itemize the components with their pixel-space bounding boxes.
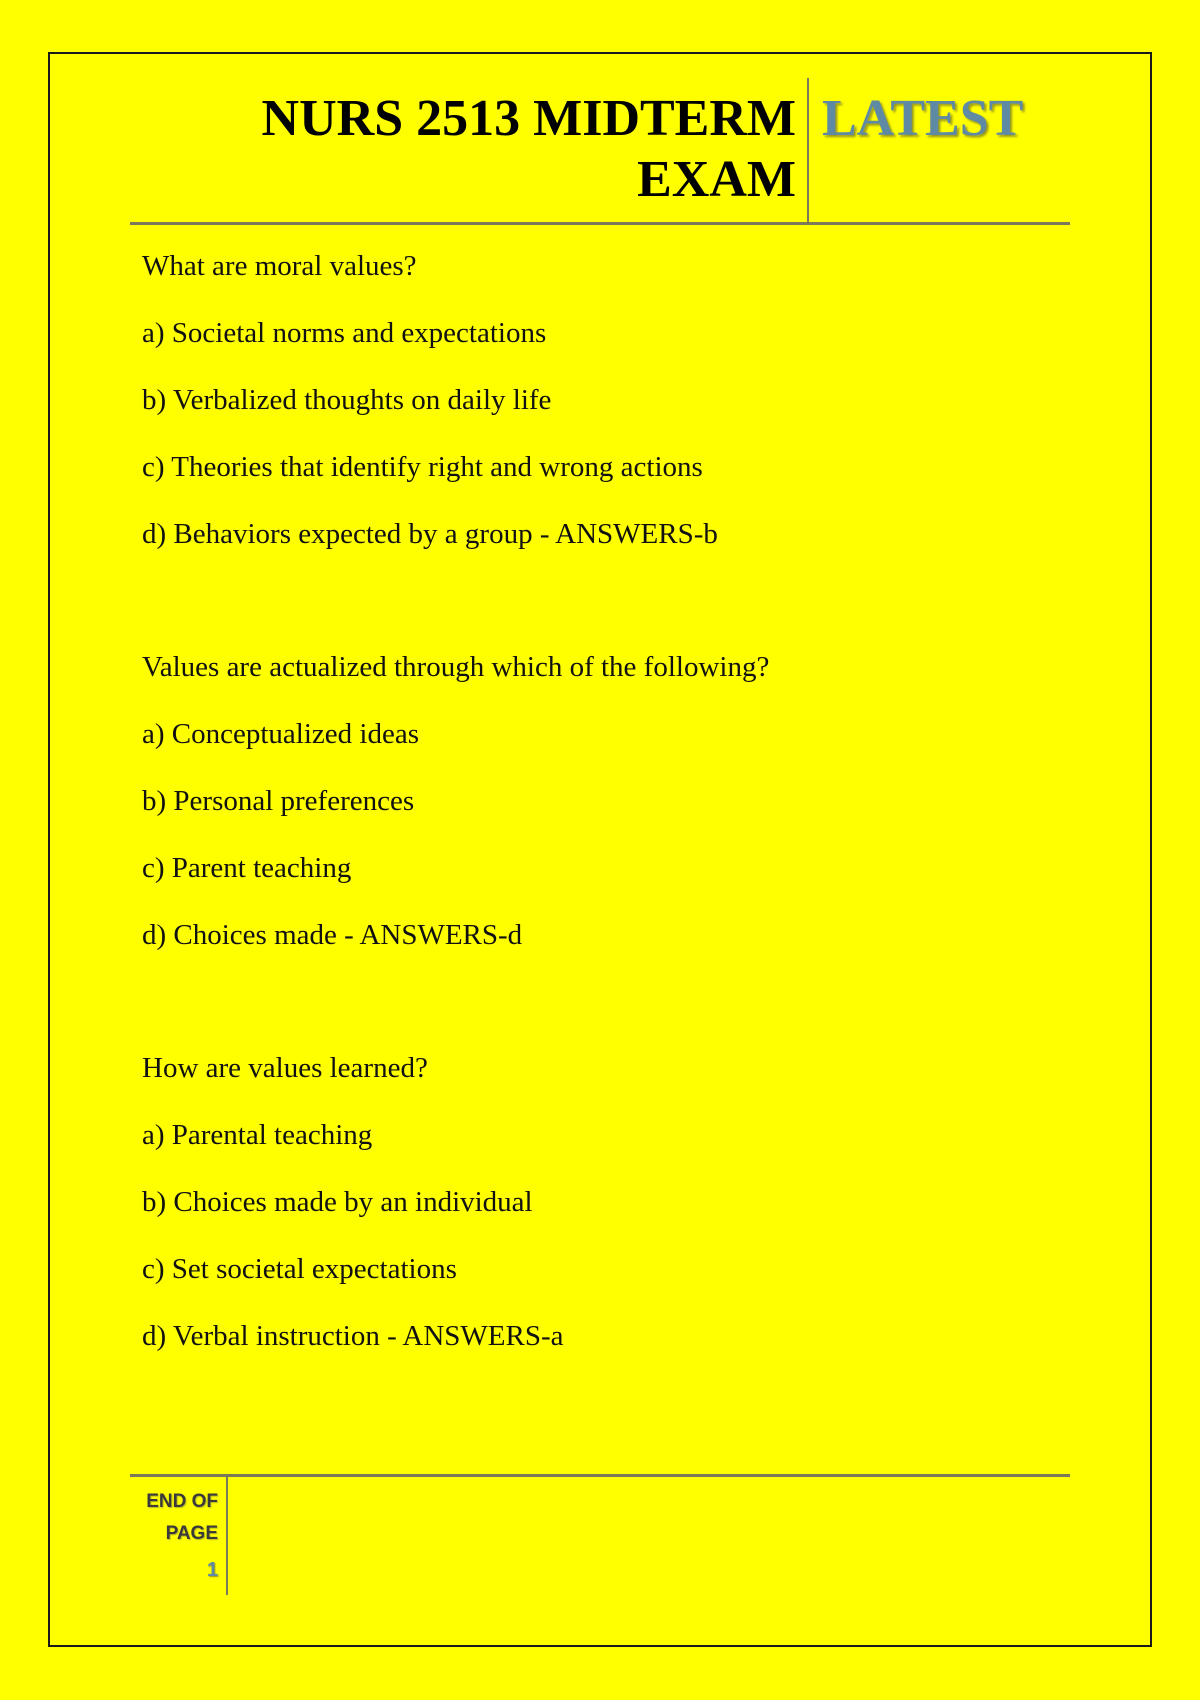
spacer (142, 986, 1042, 1052)
question-block (142, 651, 1042, 986)
footer-divider (226, 1477, 228, 1595)
answer-option: b) Personal preferences (142, 785, 415, 817)
question-block (142, 1052, 1042, 1387)
page-header (130, 78, 1070, 224)
answer-option: d) Choices made - ANSWERS-d (142, 919, 523, 951)
answer-option: b) Choices made by an individual (142, 1186, 533, 1218)
spacer (142, 585, 1042, 651)
title-line-2: EXAM (637, 151, 796, 208)
header-divider (807, 78, 809, 222)
footer-rule (130, 1474, 1070, 1477)
question-text: What are moral values? (142, 250, 417, 282)
answer-option: a) Conceptualized ideas (142, 718, 419, 750)
question-text: Values are actualized through which of the following? (142, 651, 770, 683)
page-number: 1 (206, 1559, 218, 1581)
footer-label-line-2: PAGE (165, 1523, 218, 1544)
answer-option: a) Parental teaching (142, 1119, 373, 1151)
header-rule (130, 222, 1070, 225)
page-title (130, 88, 796, 210)
answer-option: c) Theories that identify right and wrong actions (142, 451, 703, 483)
answer-option: a) Societal norms and expectations (142, 317, 547, 349)
answer-option: d) Verbal instruction - ANSWERS-a (142, 1320, 564, 1352)
title-line-1: NURS 2513 MIDTERM (261, 90, 796, 147)
question-list (142, 250, 1042, 1387)
end-of-page-label (130, 1486, 218, 1550)
answer-option: c) Parent teaching (142, 852, 352, 884)
question-text: How are values learned? (142, 1052, 428, 1084)
question-block (142, 250, 1042, 585)
latest-label: LATEST (822, 90, 1024, 147)
answer-option: b) Verbalized thoughts on daily life (142, 384, 552, 416)
answer-option: c) Set societal expectations (142, 1253, 457, 1285)
answer-option: d) Behaviors expected by a group - ANSWERS-b (142, 518, 718, 550)
footer-label-line-1: END OF (146, 1491, 218, 1512)
